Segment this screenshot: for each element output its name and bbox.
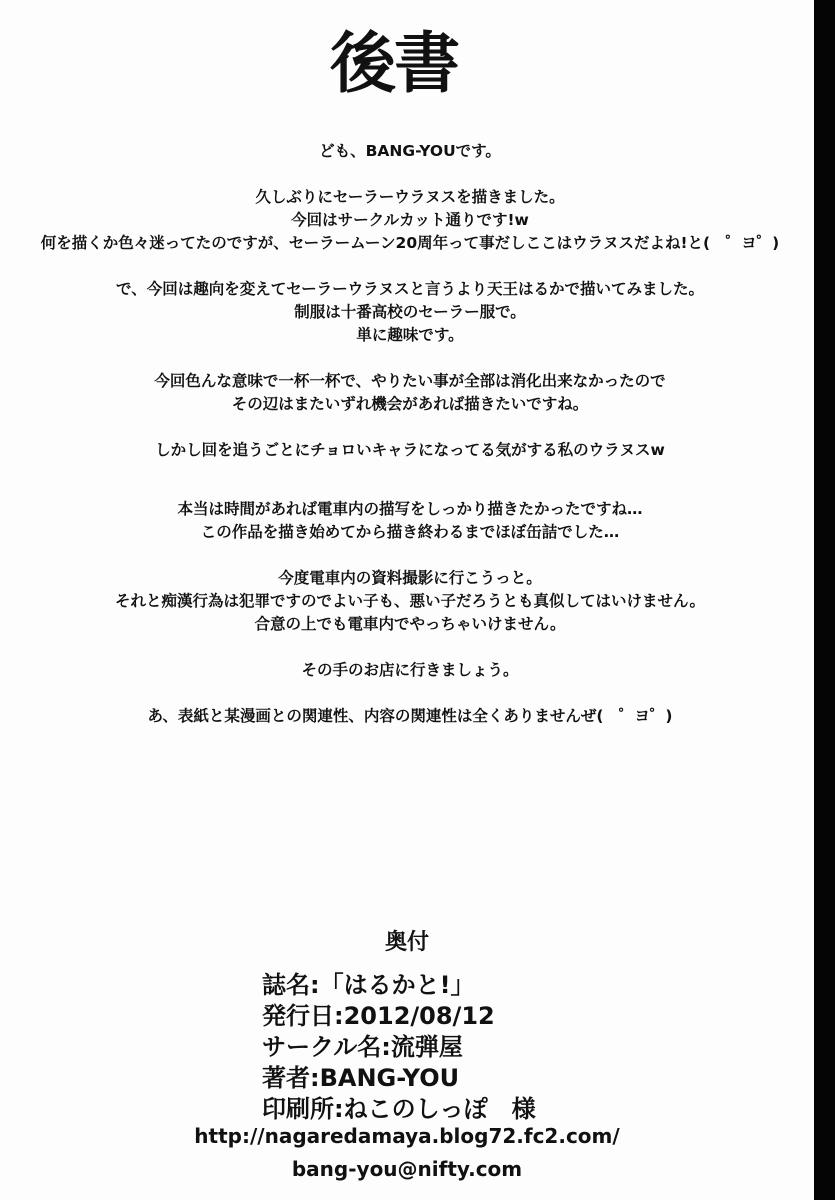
body-line: 本当は時間があれば電車内の描写をしっかり描きたかったですね… <box>177 500 643 518</box>
scan-edge <box>814 0 835 1200</box>
body-line: 今度電車内の資料撮影に行こうっと。 <box>278 569 542 587</box>
colophon-author: 著者:BANG-YOU <box>262 1064 460 1092</box>
colophon-title: 奥付 <box>384 930 429 955</box>
body-line: 久しぶりにセーラーウラヌスを描きました。 <box>255 188 565 206</box>
colophon-printer: 印刷所:ねこのしっぽ 様 <box>262 1095 536 1123</box>
colophon-circle: サークル名:流弾屋 <box>262 1033 463 1061</box>
afterword-body <box>40 140 780 728</box>
body-line: その辺はまたいずれ機会があれば描きたいですね。 <box>231 395 589 413</box>
body-line: その手のお店に行きましょう。 <box>301 661 519 679</box>
body-line: 合意の上でも電車内でやっちゃいけません。 <box>254 615 566 633</box>
body-line: あ、表紙と某漫画との関連性、内容の関連性は全くありませんぜ( ゜ヨ゜) <box>147 707 673 725</box>
body-line: 単に趣味です。 <box>356 326 464 344</box>
body-line: ども、BANG-YOUです。 <box>319 142 501 160</box>
body-line: 何を描くか色々迷ってたのですが、セーラームーン20周年って事だしここはウラヌスだよね!と( ゜ヨ゜) <box>40 234 780 252</box>
colophon <box>262 970 536 1125</box>
body-line: この作品を描き始めてから描き終わるまでほぼ缶詰でした… <box>200 523 620 541</box>
email-address: bang-you@nifty.com <box>291 1157 523 1181</box>
colophon-date: 発行日:2012/08/12 <box>262 1002 495 1030</box>
colophon-magazine: 誌名:「はるかと!」 <box>262 971 475 999</box>
body-line: 今回はサークルカット通りです!w <box>291 211 529 229</box>
contact-links <box>0 1120 814 1186</box>
body-line: しかし回を追うごとにチョロいキャラになってる気がする私のウラヌスw <box>155 441 665 459</box>
page-heading: 後書 <box>330 24 458 102</box>
body-line: で、今回は趣向を変えてセーラーウラヌスと言うより天王はるかで描いてみました。 <box>116 280 704 298</box>
body-line: 今回色んな意味で一杯一杯で、やりたい事が全部は消化出来なかったので <box>154 372 666 390</box>
body-line: 制服は十番高校のセーラー服で。 <box>294 303 526 321</box>
blog-url: http://nagaredamaya.blog72.fc2.com/ <box>194 1124 620 1148</box>
body-line: それと痴漢行為は犯罪ですのでよい子も、悪い子だろうとも真似してはいけません。 <box>115 592 705 610</box>
